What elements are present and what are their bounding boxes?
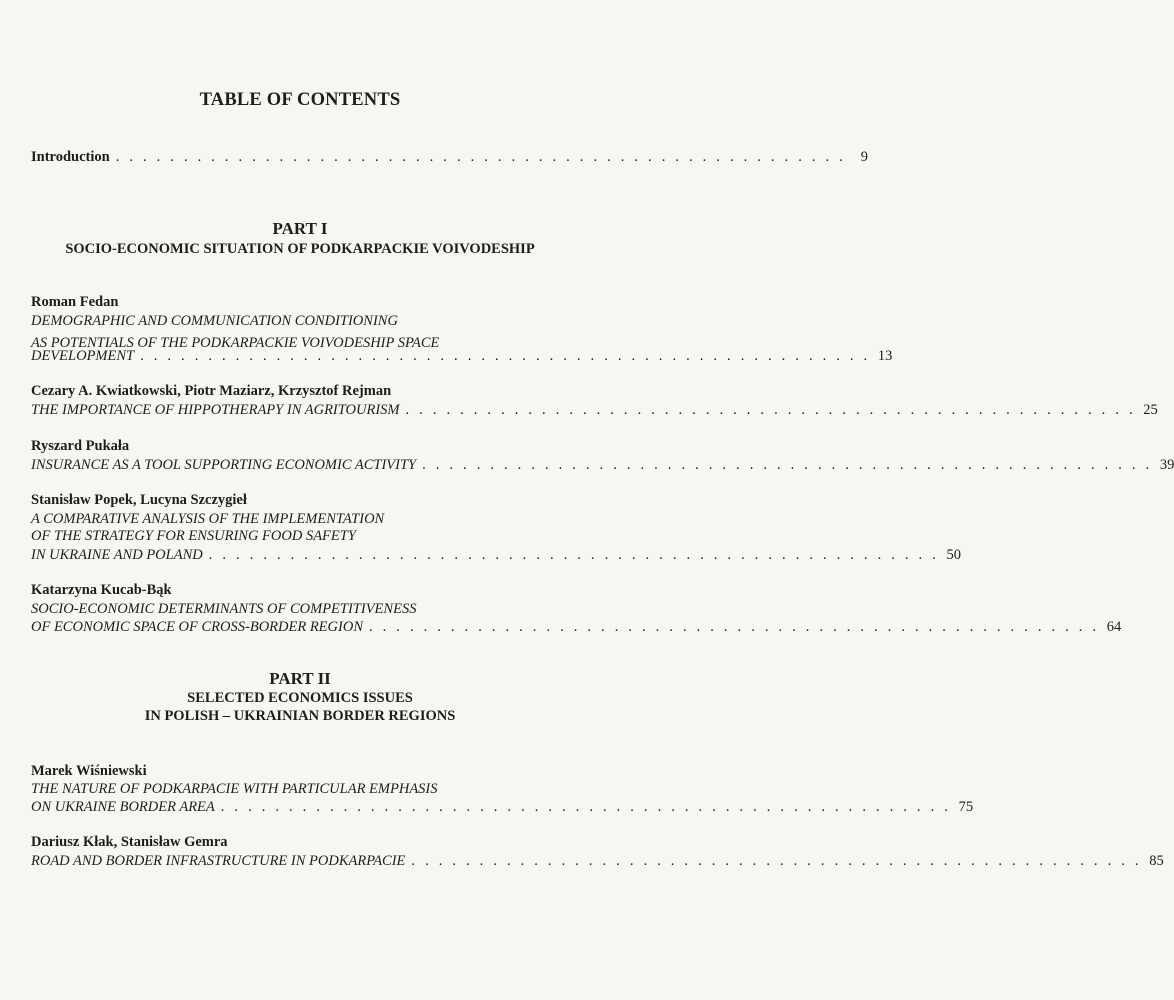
entry-title-line: OF THE STRATEGY FOR ENSURING FOOD SAFETY [31,528,356,544]
entry-author: Cezary A. Kwiatkowski, Piotr Maziarz, Krzysztof Rejman [31,383,392,399]
page-number: 25 [1143,402,1158,418]
introduction-label: Introduction [31,149,110,165]
entry-title-line: ROAD AND BORDER INFRASTRUCTURE IN PODKARPACIE [31,853,406,869]
entry-title-line: ON UKRAINE BORDER AREA [31,799,215,815]
entry-title-line: DEVELOPMENT [31,348,135,364]
dot-leader: . . . . . . . . . . . . . . . . . . . . . . . . . . . . . . . . . . . . . . . . . . . . . . . . . . . . . . [220,799,952,815]
part1-subtitle: SOCIO-ECONOMIC SITUATION OF PODKARPACKIE VOIVODESHIP [65,241,535,257]
dot-leader: . . . . . . . . . . . . . . . . . . . . . . . . . . . . . . . . . . . . . . . . . . . . . . . . . . . . . . [369,619,1100,635]
page-number: 9 [860,149,868,165]
dot-leader: . . . . . . . . . . . . . . . . . . . . . . . . . . . . . . . . . . . . . . . . . . . . . . . . . . . . . . [422,457,1153,473]
page-number: 85 [1149,853,1164,869]
dot-leader: . . . . . . . . . . . . . . . . . . . . . . . . . . . . . . . . . . . . . . . . . . . . . . . . . . . . . . [115,149,846,165]
toc-entry-2[interactable] [31,399,1158,421]
page-number: 39 [1159,457,1174,473]
entry-author: Roman Fedan [31,294,119,310]
page-title: TABLE OF CONTENTS [199,90,401,110]
page-number: 13 [877,348,893,364]
part2-heading: PART II [269,669,331,688]
entry-title-line: IN UKRAINE AND POLAND [31,547,203,563]
entry-title-line: DEMOGRAPHIC AND COMMUNICATION CONDITIONING [31,313,398,329]
toc-entry-3[interactable] [31,454,1174,476]
page-number: 50 [946,547,962,563]
toc-entry-5[interactable] [31,616,1122,638]
toc-entry-1[interactable] [31,345,893,367]
entry-title-line: THE IMPORTANCE OF HIPPOTHERAPY IN AGRITOURISM [31,402,400,418]
toc-entry-6[interactable] [31,796,974,818]
part1-heading: PART I [272,219,328,238]
toc-entry-4[interactable] [31,544,962,566]
page-number: 64 [1106,619,1122,635]
dot-leader: . . . . . . . . . . . . . . . . . . . . . . . . . . . . . . . . . . . . . . . . . . . . . . . . . . . . . . [140,348,871,364]
part2-subtitle-line1: SELECTED ECONOMICS ISSUES [187,690,413,706]
entry-title-line: OF ECONOMIC SPACE OF CROSS-BORDER REGION [31,619,363,635]
entry-author: Katarzyna Kucab-Bąk [31,582,172,598]
toc-entry-7[interactable] [31,850,1164,872]
page-number: 75 [958,799,974,815]
entry-author: Ryszard Pukała [31,438,130,454]
entry-title-line: AS POTENTIALS OF THE PODKARPACKIE VOIVODESHIP SPACE [31,335,440,351]
entry-title-line: A COMPARATIVE ANALYSIS OF THE IMPLEMENTATION [31,511,385,527]
entry-title-line: THE NATURE OF PODKARPACIE WITH PARTICULAR EMPHASIS [31,781,438,797]
part2-subtitle-line2: IN POLISH – UKRAINIAN BORDER REGIONS [144,708,456,724]
entry-author: Dariusz Kłak, Stanisław Gemra [31,834,228,850]
dot-leader: . . . . . . . . . . . . . . . . . . . . . . . . . . . . . . . . . . . . . . . . . . . . . . . . . . . . . . [411,853,1142,869]
entry-title-line: INSURANCE AS A TOOL SUPPORTING ECONOMIC ACTIVITY [31,457,417,473]
dot-leader: . . . . . . . . . . . . . . . . . . . . . . . . . . . . . . . . . . . . . . . . . . . . . . . . . . . . . . [405,402,1136,418]
entry-title-line: SOCIO-ECONOMIC DETERMINANTS OF COMPETITIVENESS [31,601,417,617]
entry-author: Marek Wiśniewski [31,763,147,779]
toc-introduction[interactable] [31,146,868,168]
entry-author: Stanisław Popek, Lucyna Szczygieł [31,492,247,508]
dot-leader: . . . . . . . . . . . . . . . . . . . . . . . . . . . . . . . . . . . . . . . . . . . . . . . . . . . . . . [208,547,940,563]
